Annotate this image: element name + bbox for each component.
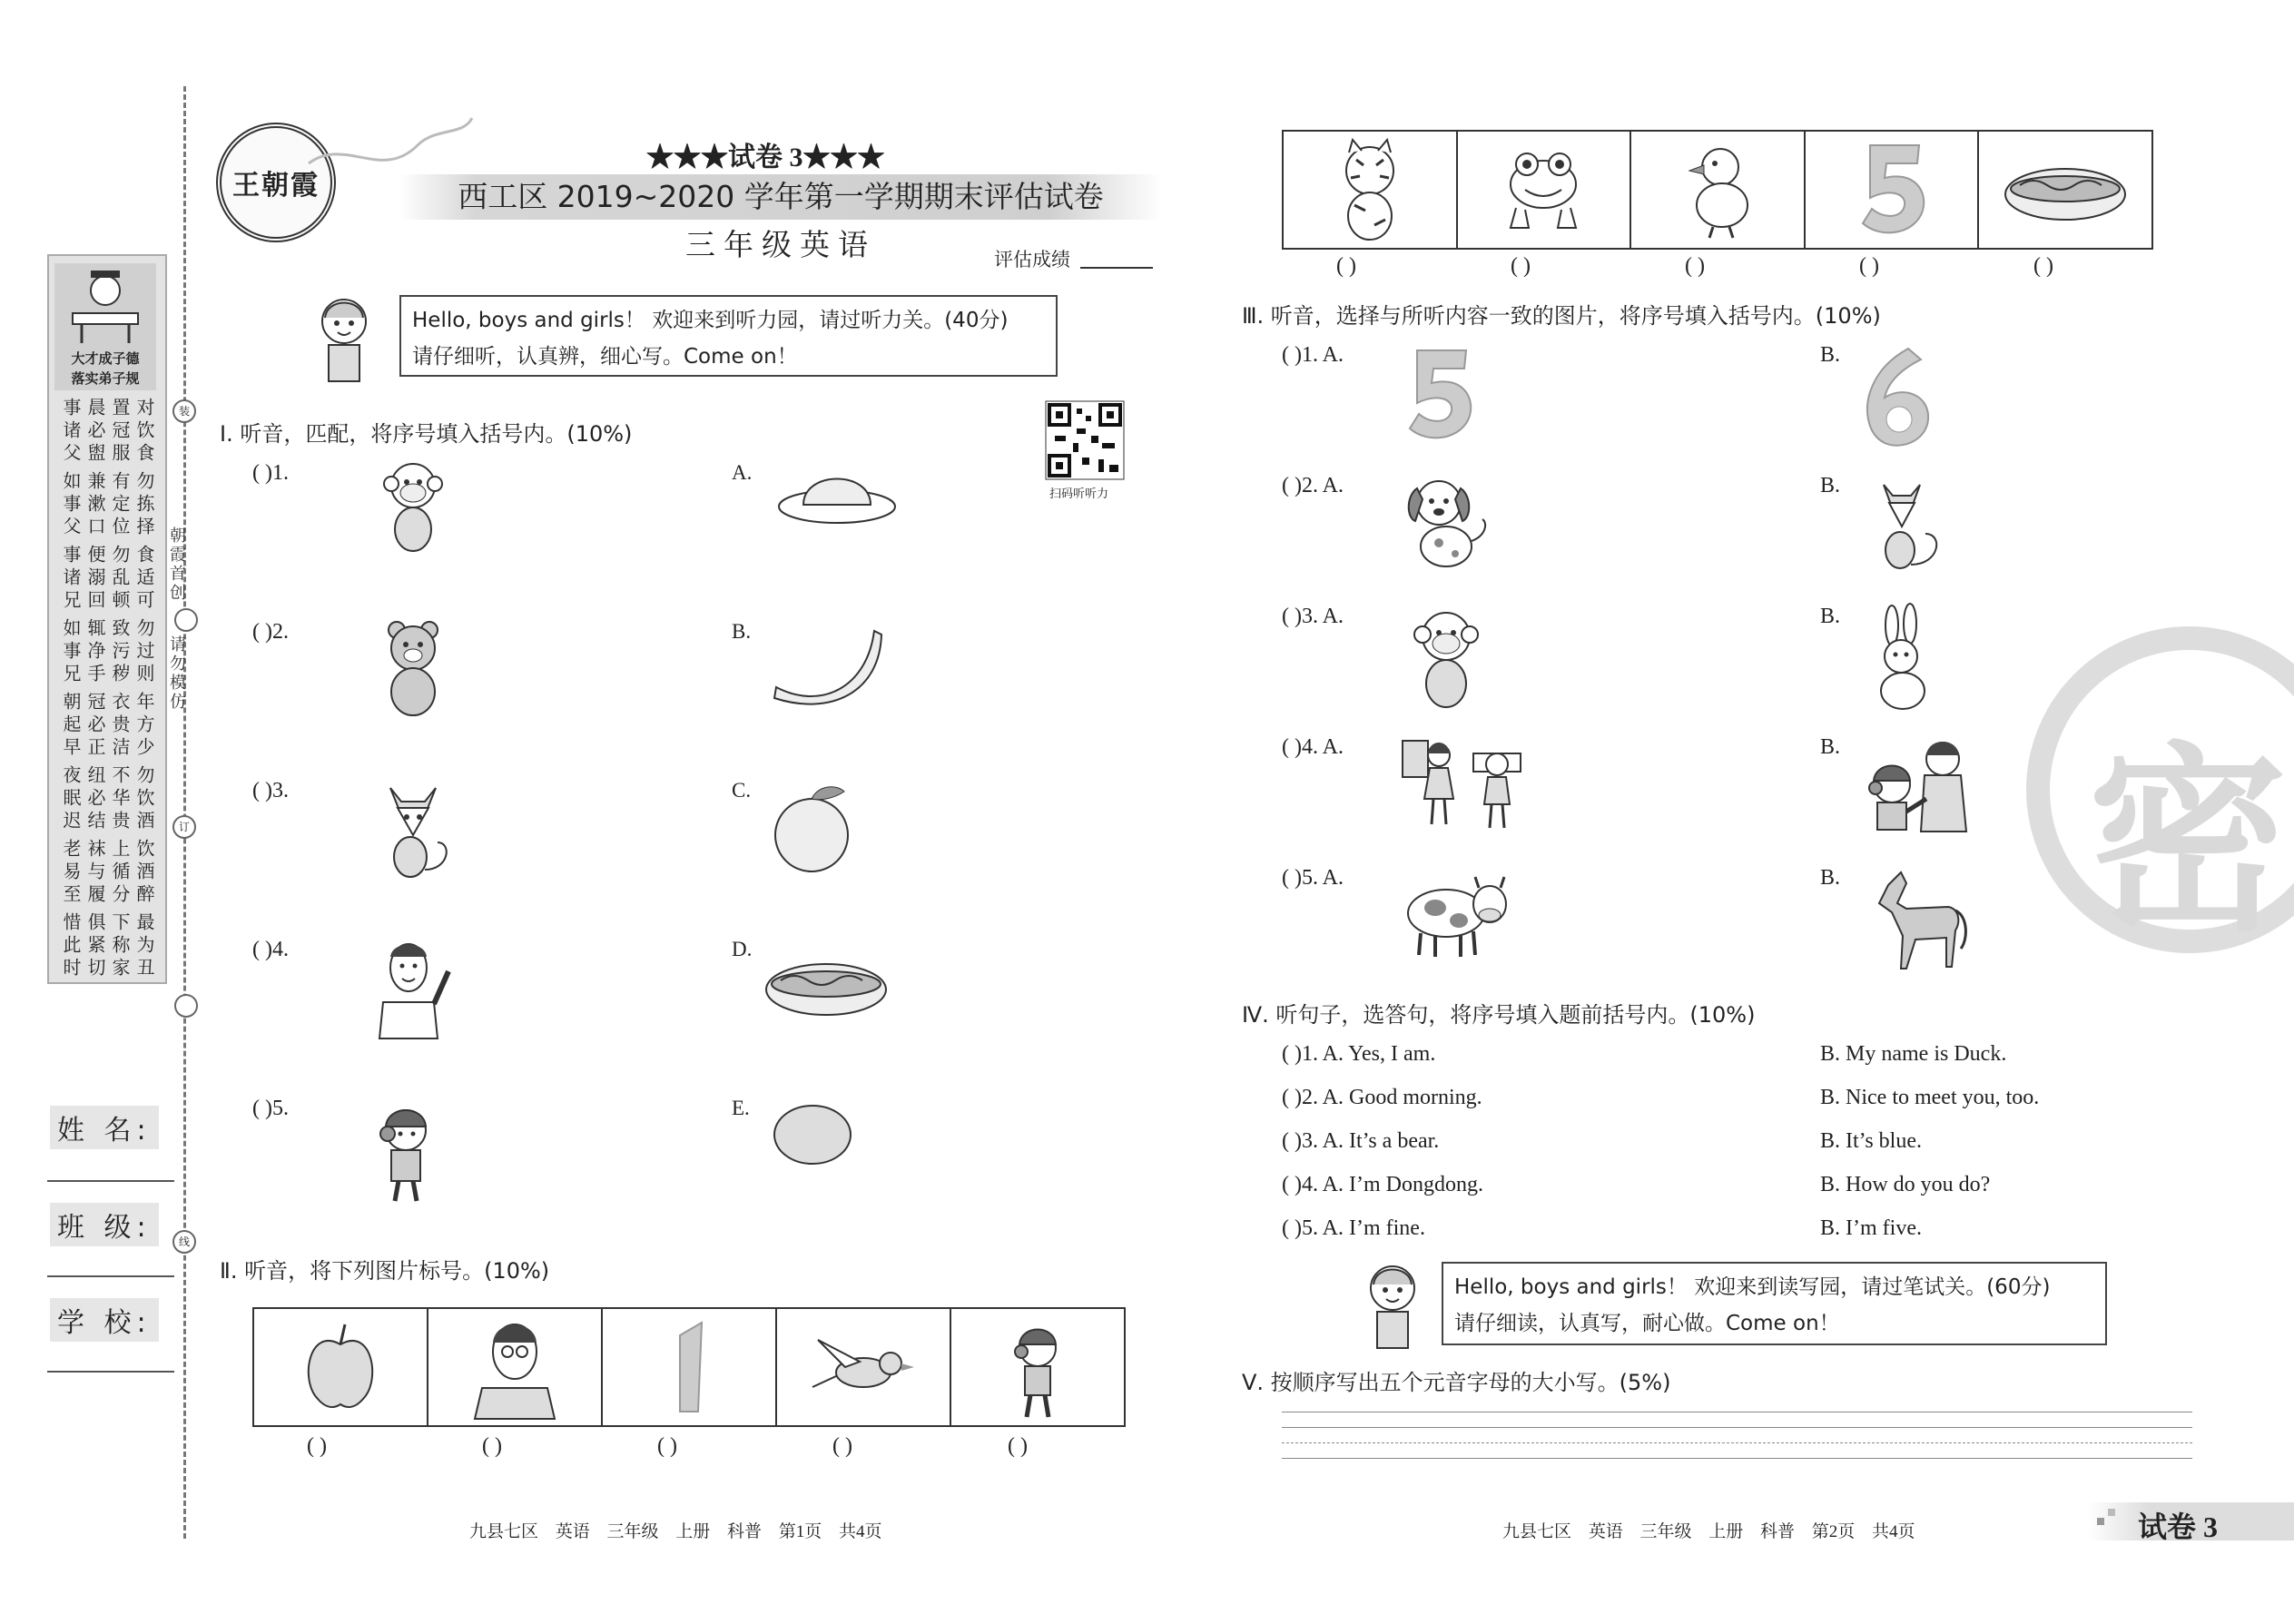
s3-q3-b: B. xyxy=(1820,605,1841,628)
exam-title: 西工区 2019~2020 学年第一学期期末评估试卷 xyxy=(458,179,1104,214)
s4-q1-b: B. My name is Duck. xyxy=(1820,1042,2007,1066)
boy-icon xyxy=(368,1094,449,1203)
number-one-icon xyxy=(662,1317,716,1417)
girl-icon xyxy=(1366,1257,1419,1357)
motto-column: 最为丑 xyxy=(133,912,155,980)
writing-intro-line2: 请仔细读，认真写，耐心做。Come on！ xyxy=(1454,1312,1840,1335)
motto-column: 勿饮酒 xyxy=(133,765,155,833)
top-cell-5 xyxy=(1979,132,2151,248)
top-picture-table xyxy=(1282,130,2153,250)
motto-column: 袜与履 xyxy=(84,839,106,907)
section3-title: Ⅲ. 听音，选择与所听内容一致的图片，将序号填入括号内。(10%) xyxy=(1242,303,1881,329)
side-note-2: 请勿模仿 xyxy=(167,635,186,712)
top-cell-4 xyxy=(1806,132,1980,248)
section2-title: Ⅱ. 听音，将下列图片标号。(10%) xyxy=(220,1258,550,1284)
boy-icon xyxy=(1001,1315,1074,1420)
motto-column: 对饮食 xyxy=(133,398,155,466)
chick-icon xyxy=(1677,140,1758,240)
s4-q3-b: B. It’s blue. xyxy=(1820,1129,1922,1153)
writing-intro-line1: Hello, boys and girls！ 欢迎来到读写园，请过笔试关。(60分) xyxy=(1454,1275,2051,1299)
s1-item-2[interactable]: ( )2. xyxy=(252,620,289,644)
writing-intro-box xyxy=(1442,1262,2107,1345)
logo-text: 王朝霞 xyxy=(232,171,320,201)
class-line[interactable] xyxy=(47,1275,174,1277)
ring-mark-2 xyxy=(174,994,198,1018)
s2-cell-4 xyxy=(777,1309,951,1425)
badge-square-1 xyxy=(2097,1518,2104,1525)
s3-q3[interactable]: ( )3. A. xyxy=(1282,605,1344,628)
writing-line-3[interactable] xyxy=(1282,1442,2192,1443)
motto-column: 冠必正 xyxy=(84,692,106,760)
watermark-text: 密 xyxy=(2088,725,2289,958)
egg-icon xyxy=(772,1103,853,1166)
binding-mark-zhuang: 装 xyxy=(172,399,196,423)
orange-icon xyxy=(772,779,862,879)
rabbit-icon xyxy=(1861,604,1943,713)
s1-option-a: A. xyxy=(732,461,753,484)
motto-columns xyxy=(56,398,156,980)
hotdog-icon xyxy=(2002,149,2129,231)
listening-intro-box xyxy=(399,295,1058,377)
number-five-icon xyxy=(1403,345,1475,445)
qr-code-icon[interactable] xyxy=(1046,401,1124,479)
s2-paren-5[interactable]: ( ) xyxy=(1008,1434,1028,1458)
top-cell-3 xyxy=(1631,132,1806,248)
s4-q1[interactable]: ( )1. A. Yes, I am. xyxy=(1282,1042,1436,1066)
motto-column: 不华贵 xyxy=(109,765,131,833)
cow-icon xyxy=(1403,871,1511,962)
top-paren-1[interactable]: ( ) xyxy=(1336,254,1356,278)
s3-q4-b: B. xyxy=(1820,735,1841,759)
s4-q4-b: B. How do you do? xyxy=(1820,1173,1991,1196)
top-cell-2 xyxy=(1458,132,1632,248)
page-badge: 试卷 3 xyxy=(2138,1511,2219,1543)
s4-q3[interactable]: ( )3. A. It’s a bear. xyxy=(1282,1129,1440,1153)
writing-line-2[interactable] xyxy=(1282,1427,2192,1428)
number-six-icon xyxy=(1861,345,1934,452)
exam-subtitle: 三年级英语 xyxy=(685,227,876,262)
s4-q5[interactable]: ( )5. A. I’m fine. xyxy=(1282,1216,1425,1240)
s3-q2-b: B. xyxy=(1820,474,1841,497)
footer-page1: 九县七区 英语 三年级 上册 科普 第1页 共4页 xyxy=(469,1522,882,1541)
top-cell-1 xyxy=(1284,132,1458,248)
motto-column: 便溺回 xyxy=(84,545,106,613)
frog-icon xyxy=(1498,144,1589,235)
class-label: 班 级: xyxy=(50,1203,159,1246)
s2-paren-4[interactable]: ( ) xyxy=(832,1434,852,1458)
monkey-icon xyxy=(377,458,449,558)
dog-icon xyxy=(1403,472,1493,572)
s1-item-3[interactable]: ( )3. xyxy=(252,779,289,802)
man-icon xyxy=(372,935,458,1039)
listening-intro-line1: Hello, boys and girls！ 欢迎来到听力园，请过听力关。(40分) xyxy=(412,309,1009,332)
cake-icon xyxy=(776,463,899,527)
girl-icon xyxy=(318,290,370,390)
s3-q1[interactable]: ( )1. A. xyxy=(1282,343,1344,367)
bear-icon xyxy=(377,617,449,717)
top-paren-2[interactable]: ( ) xyxy=(1511,254,1531,278)
s1-option-e: E. xyxy=(732,1097,750,1119)
fox-icon xyxy=(372,779,454,883)
s4-q5-b: B. I’m five. xyxy=(1820,1216,1922,1240)
motto-column: 致污秽 xyxy=(109,618,131,686)
motto-column: 有定位 xyxy=(109,471,131,539)
ring-mark-1 xyxy=(174,608,198,632)
motto-column: 兼漱口 xyxy=(84,471,106,539)
section5-title: Ⅴ. 按顺序写出五个元音字母的大小写。(5%) xyxy=(1242,1370,1671,1395)
s1-option-d: D. xyxy=(732,938,753,960)
binding-line xyxy=(183,86,186,1539)
people-greeting-icon xyxy=(1861,735,1979,835)
motto-column: 事诸兄 xyxy=(60,545,82,613)
school-line[interactable] xyxy=(47,1371,174,1373)
girls-icon xyxy=(1403,735,1521,835)
writing-line-4[interactable] xyxy=(1282,1458,2192,1459)
monkey-icon xyxy=(1403,604,1493,713)
top-paren-3[interactable]: ( ) xyxy=(1685,254,1705,278)
ribbon-decoration xyxy=(309,118,472,182)
name-line[interactable] xyxy=(47,1180,174,1182)
motto-column: 晨必盥 xyxy=(84,398,106,466)
motto-column: 老易至 xyxy=(60,839,82,907)
s3-q1-b: B. xyxy=(1820,343,1841,367)
motto-column: 饮酒醉 xyxy=(133,839,155,907)
badge-square-2 xyxy=(2108,1509,2115,1516)
name-label: 姓 名: xyxy=(50,1106,159,1149)
s4-q2[interactable]: ( )2. A. Good morning. xyxy=(1282,1086,1482,1109)
section4-title: Ⅳ. 听句子，选答句，将序号填入题前括号内。(10%) xyxy=(1242,1002,1756,1028)
hotdog-icon xyxy=(763,944,890,1030)
s4-q4[interactable]: ( )4. A. I’m Dongdong. xyxy=(1282,1173,1483,1196)
apple-icon xyxy=(300,1317,381,1417)
motto-column: 下称家 xyxy=(109,912,131,980)
school-label: 学 校: xyxy=(50,1298,159,1342)
s4-q2-b: B. Nice to meet you, too. xyxy=(1820,1086,2040,1109)
s2-paren-1[interactable]: ( ) xyxy=(307,1434,327,1458)
s1-option-b: B. xyxy=(732,620,752,643)
tiger-icon xyxy=(1329,138,1411,242)
binding-mark-ding: 订 xyxy=(172,815,196,839)
motto-column: 夜眠迟 xyxy=(60,765,82,833)
score-line[interactable] xyxy=(1080,267,1153,269)
motto-column: 勿拣择 xyxy=(133,471,155,539)
qr-caption: 扫码听听力 xyxy=(1049,487,1109,501)
footer-page2: 九县七区 英语 三年级 上册 科普 第2页 共4页 xyxy=(1502,1522,1915,1541)
motto-column: 如事父 xyxy=(60,471,82,539)
section1-title: Ⅰ. 听音，匹配，将序号填入括号内。(10%) xyxy=(220,421,633,447)
score-label: 评估成绩 xyxy=(994,249,1070,271)
motto-column: 衣贵洁 xyxy=(109,692,131,760)
banana-icon xyxy=(767,622,885,708)
teacher-icon xyxy=(469,1315,560,1420)
motto-column: 纽必结 xyxy=(84,765,106,833)
s2-paren-3[interactable]: ( ) xyxy=(657,1434,677,1458)
top-paren-5[interactable]: ( ) xyxy=(2033,254,2053,278)
s2-cell-3 xyxy=(603,1309,777,1425)
horse-icon xyxy=(1870,867,1970,976)
motto-header xyxy=(54,263,156,390)
top-paren-4[interactable]: ( ) xyxy=(1859,254,1879,278)
binding-mark-xian: 线 xyxy=(172,1230,196,1254)
motto-column: 上循分 xyxy=(109,839,131,907)
motto-column: 勿过则 xyxy=(133,618,155,686)
section2-picture-table xyxy=(252,1307,1126,1427)
side-note-1: 朝霞首创 xyxy=(167,527,186,603)
motto-column: 年方少 xyxy=(133,692,155,760)
s1-item-5[interactable]: ( )5. xyxy=(252,1097,289,1120)
motto-column: 勿乱顿 xyxy=(109,545,131,613)
number-five-icon xyxy=(1856,140,1928,240)
s1-item-4[interactable]: ( )4. xyxy=(252,938,289,961)
motto-head-text: 大才成子德 落实弟子规 xyxy=(71,350,140,387)
motto-column: 辄净手 xyxy=(84,618,106,686)
scholar-icon xyxy=(54,263,156,345)
motto-column: 俱紧切 xyxy=(84,912,106,980)
fox-icon xyxy=(1856,474,1947,574)
motto-column: 置冠服 xyxy=(109,398,131,466)
s3-q5[interactable]: ( )5. A. xyxy=(1282,866,1344,890)
s3-q4[interactable]: ( )4. A. xyxy=(1282,735,1344,759)
paper-number: ★★★试卷 3★★★ xyxy=(646,143,885,172)
s1-option-c: C. xyxy=(732,779,752,802)
listening-intro-line2: 请仔细听，认真辨，细心写。Come on！ xyxy=(412,345,798,369)
s3-q5-b: B. xyxy=(1820,866,1841,890)
motto-column: 朝起早 xyxy=(60,692,82,760)
motto-column: 事诸父 xyxy=(60,398,82,466)
s2-cell-5 xyxy=(951,1309,1124,1425)
s2-cell-1 xyxy=(254,1309,428,1425)
s1-item-1[interactable]: ( )1. xyxy=(252,461,289,485)
motto-column: 食适可 xyxy=(133,545,155,613)
s2-cell-2 xyxy=(428,1309,603,1425)
s2-paren-2[interactable]: ( ) xyxy=(482,1434,502,1458)
motto-column: 惜此时 xyxy=(60,912,82,980)
motto-column: 如事兄 xyxy=(60,618,82,686)
s3-q2[interactable]: ( )2. A. xyxy=(1282,474,1344,497)
bird-icon xyxy=(809,1331,918,1403)
